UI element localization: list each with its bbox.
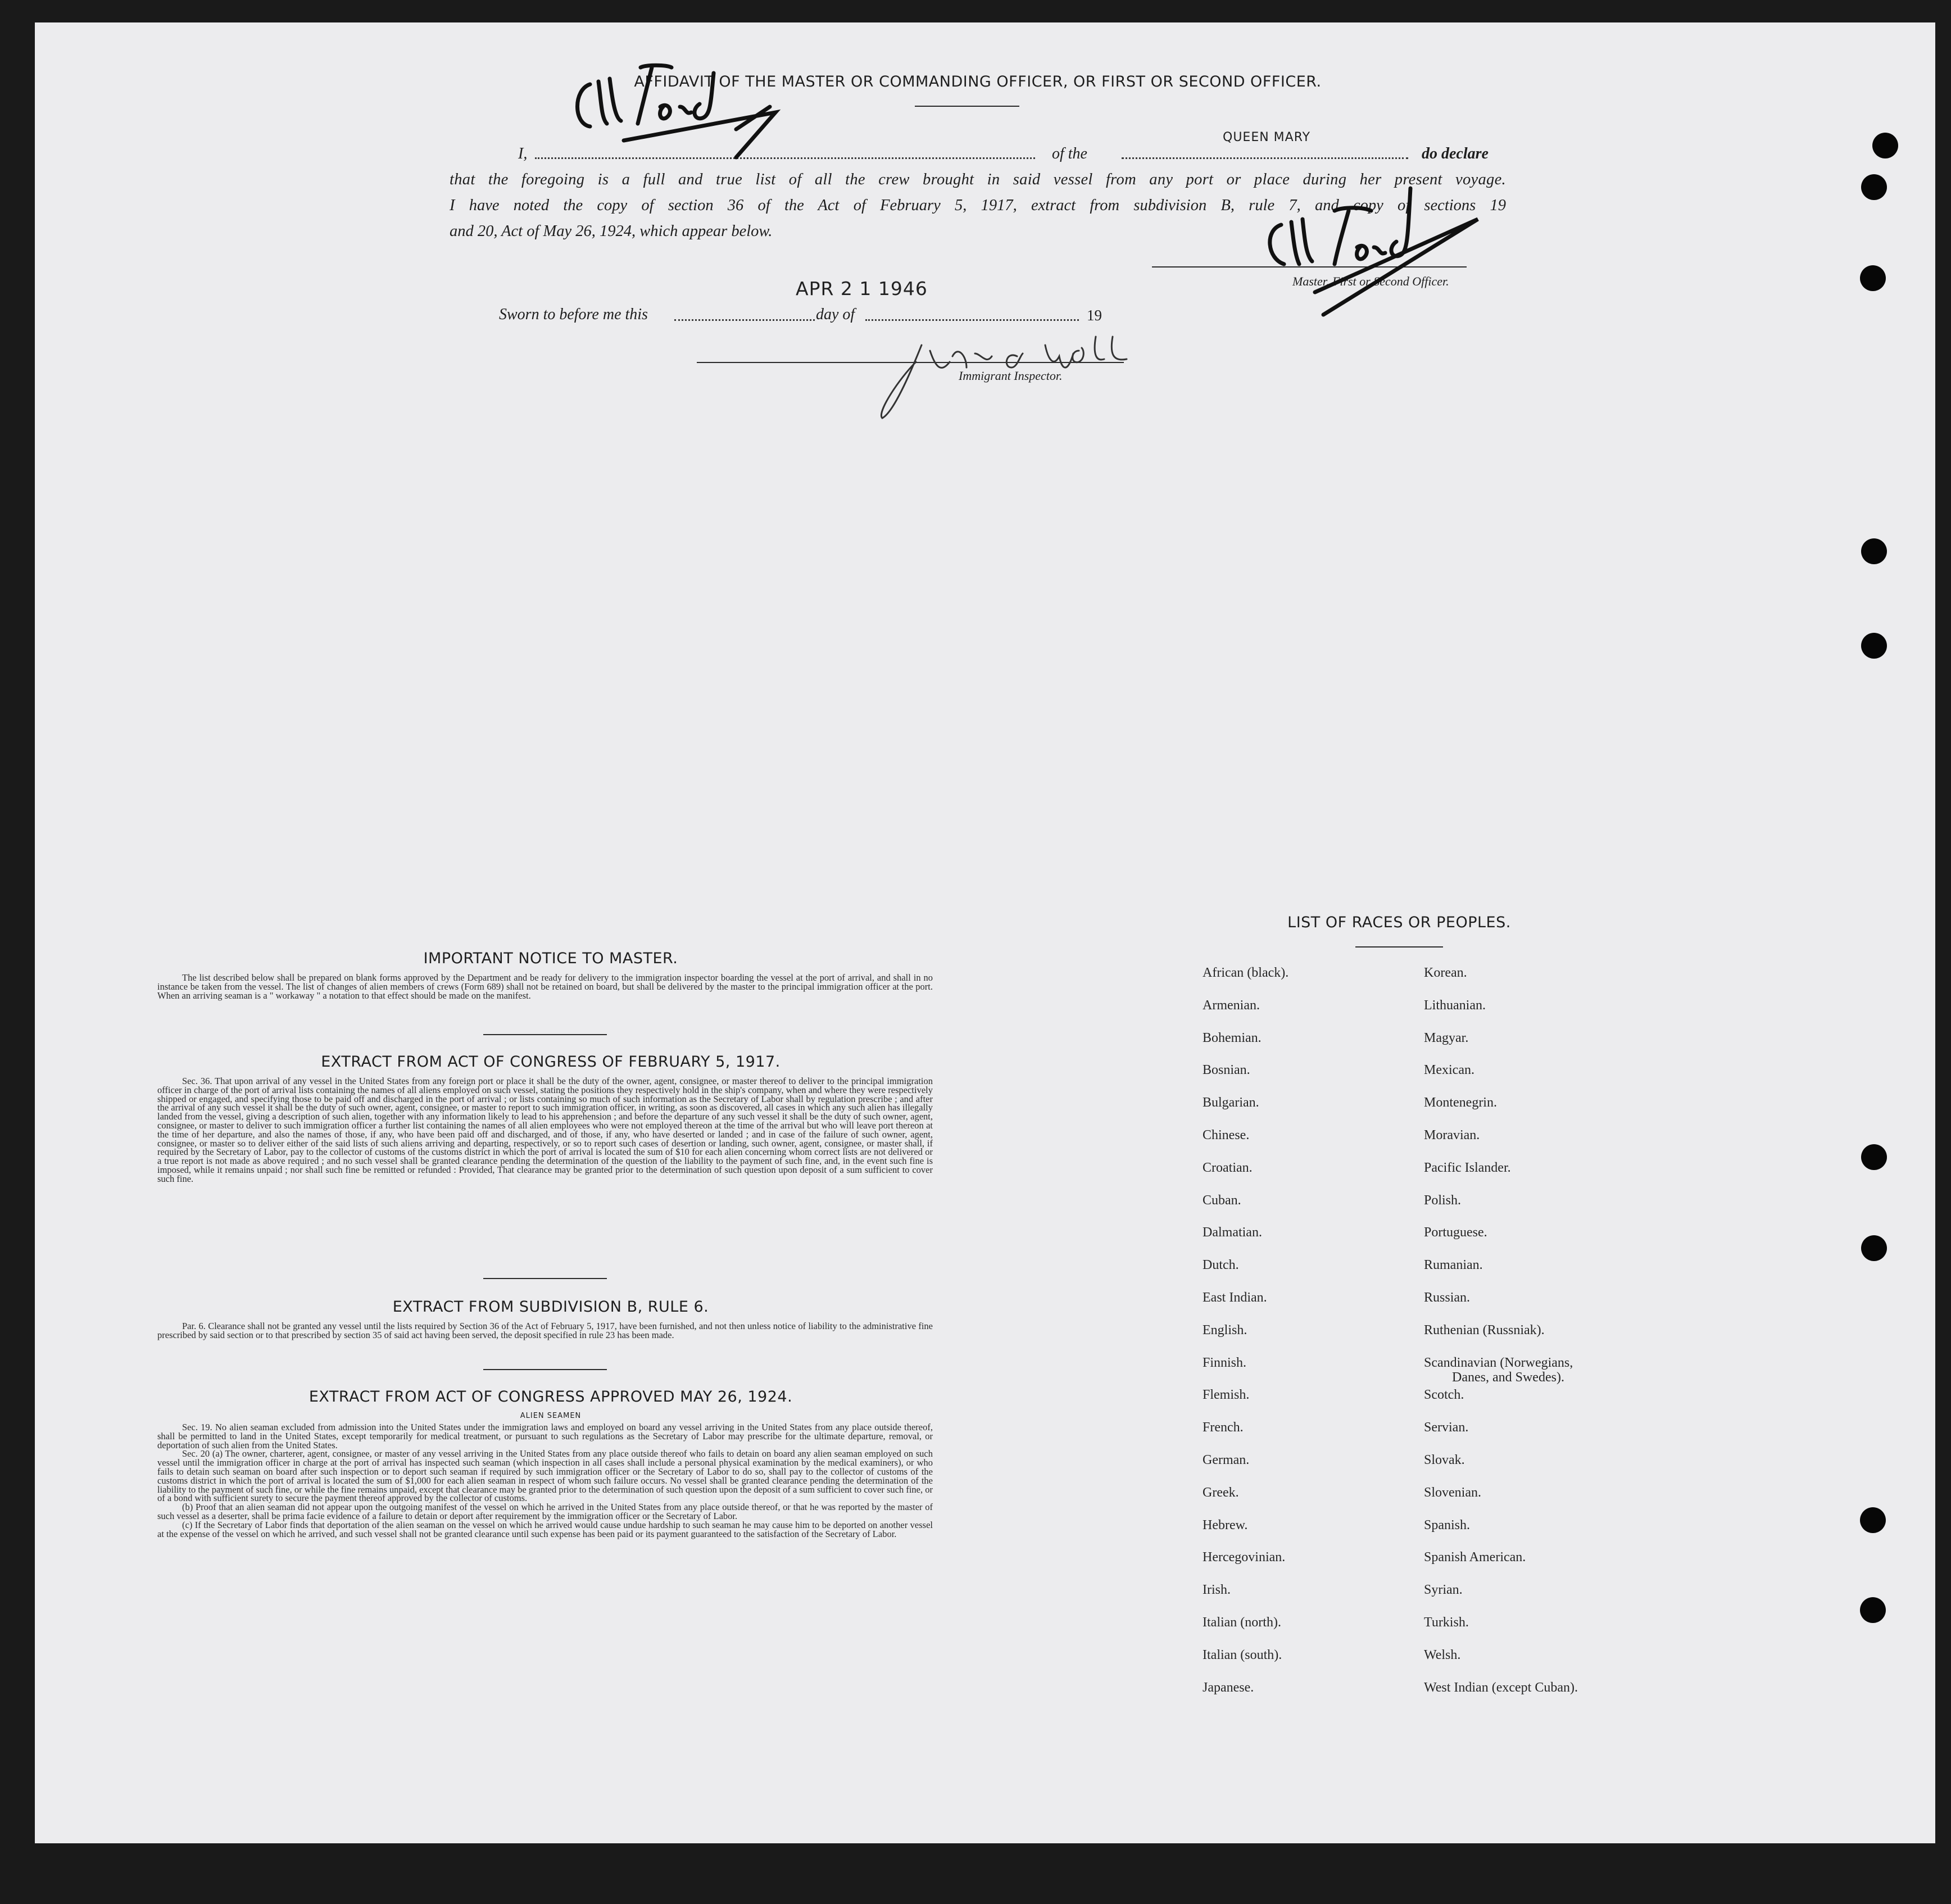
of-the-label: of the: [1052, 145, 1087, 162]
race-item: Italian (north).: [1203, 1615, 1281, 1630]
race-item: Chinese.: [1203, 1128, 1250, 1143]
divider: [483, 1278, 607, 1279]
extract-1924-paragraph: (c) If the Secretary of Labor finds that deportation of the alien seaman on the vessel on which he arrived would cause undue hardship to such seaman he may cause him to be deported on another vessel at the expense of the vessel on which he arrived, and such vessel shall not be granted clearance until such expense has been paid or its payment guaranteed to the satisfaction of the Secretary of Labor.: [157, 1519, 933, 1539]
declare-label: do declare: [1422, 145, 1489, 162]
date-stamp: APR 2 1 1946: [796, 278, 928, 300]
extract-1917-text: [157, 1077, 933, 1184]
race-item: Slovak.: [1424, 1453, 1465, 1467]
master-signature-top: [568, 51, 804, 163]
race-item: Russian.: [1424, 1290, 1471, 1305]
race-item: Irish.: [1203, 1583, 1231, 1598]
punch-hole: [1860, 1507, 1886, 1533]
race-item: Cuban.: [1203, 1193, 1241, 1208]
race-item: Croatian.: [1203, 1160, 1253, 1175]
extract-1924-paragraph: Sec. 20 (a) The owner, charterer, agent, consignee, or master of any vessel arriving in the United States from any place outside thereof who fails to detain on board any alien seaman employed on such vessel until the immigration officer in charge at the port of arrival has inspected such seaman (which inspection in all cases shall include a personal physical examination by the medical examiners), or who fails to detain such seaman on board after such inspection or to deport such seaman if required by such immigration officer or the Secretary of Labor to do so, shall pay to the collector of customs of the customs district in which the port of arrival is located the sum of $1,000 for each alien seaman in respect of whom such failure occurs. No vessel shall be granted clearance pending the determination of the liability to the payment of such fine, or while the fine remains unpaid, except that clearance may be granted prior to the determination of such question upon the deposit of a sum sufficient to cover such fine, or of a bond with sufficient surety to secure the payment thereof approved by the collector of customs.: [157, 1448, 933, 1504]
document-page: [35, 22, 1935, 1843]
sworn-label: Sworn to before me this: [499, 306, 648, 323]
extract-1924-subheading: ALIEN SEAMEN: [520, 1412, 582, 1420]
notice-heading: IMPORTANT NOTICE TO MASTER.: [423, 950, 678, 967]
race-item: Montenegrin.: [1424, 1095, 1497, 1110]
affidavit-line-1: that the foregoing is a full and true list of all the crew brought in said vessel from any port or place during her present voyage.: [450, 171, 1506, 188]
extract-1917-paragraph: Sec. 36. That upon arrival of any vessel in the United States from any foreign port or place it shall be the duty of the owner, agent, consignee, or master thereof to deliver to the principal immigration officer in charge of the port of arrival lists containing the names of all aliens employed on such vessel, stating the positions they respectively hold in the ship's company, when and where they were respectively shipped or engaged, and specifying those to be paid off and discharged in the port of arrival ; or lists containing so much of such information as the Secretary of Labor shall by regulation prescribe ; and after the arrival of any such vessel it shall be the duty of such owner, agent, consignee, or master to report to such immigration officer, in writing, as soon as discovered, all cases in which any such alien has illegally landed from the vessel, giving a description of such alien, together with any information likely to lead to his apprehension ; and before the departure of any such vessel it shall be the duty of such owner, agent, consignee, or master to deliver to such immigration officer a further list containing the names of all alien employees who were not employed thereon at the time of the arrival but who will leave port thereon at the time of her departure, and also the names of those, if any, who have been paid off and discharged, and of those, if any, who have deserted or landed ; and in case of the failure of such owner, agent, consignee, or master so to deliver either of the said lists of such aliens arriving and departing, respectively, or so to report such cases of desertion or landing, such owner, agent, consignee, or master shall, if required by the Secretary of Labor, pay to the collector of customs of the customs district in which the port of arrival is located the sum of $10 for each alien concerning whom correct lists are not delivered or a true report is not made as above required ; and no such vessel shall be granted clearance pending the determination of the question of the liability to the payment of such fine, and, in the event such fine is imposed, while it remains unpaid ; nor shall such fine be remitted or refunded : Provided, That clearance may be granted prior to the determination of such question upon deposit of a sum sufficient to cover such fine.: [157, 1076, 933, 1184]
race-item: Pacific Islander.: [1424, 1160, 1511, 1175]
master-signature-bottom: [1264, 157, 1506, 326]
affidavit-line-3: and 20, Act of May 26, 1924, which appear below.: [450, 223, 773, 240]
race-item: Armenian.: [1203, 998, 1260, 1013]
race-item: Rumanian.: [1424, 1258, 1483, 1273]
notice-text: [157, 973, 933, 1000]
race-item: Italian (south).: [1203, 1647, 1282, 1662]
extract-1924-heading: EXTRACT FROM ACT OF CONGRESS APPROVED MAY 26, 1924.: [308, 1388, 793, 1406]
race-item: English.: [1203, 1322, 1247, 1338]
race-item: Greek.: [1203, 1485, 1239, 1500]
race-item: Polish.: [1424, 1193, 1462, 1208]
affiant-label: I,: [518, 145, 528, 162]
sworn-day-line: [674, 319, 815, 321]
race-item: Portuguese.: [1424, 1225, 1487, 1240]
race-item: Servian.: [1424, 1420, 1469, 1435]
punch-hole: [1861, 538, 1887, 564]
race-item: Hercegovinian.: [1203, 1550, 1286, 1565]
race-item-continuation: Danes, and Swedes).: [1452, 1370, 1564, 1385]
race-item: Spanish American.: [1424, 1550, 1526, 1565]
extract-1917-heading: EXTRACT FROM ACT OF CONGRESS OF FEBRUARY 5, 1917.: [321, 1053, 781, 1071]
race-item: Flemish.: [1203, 1388, 1250, 1403]
race-item: Dalmatian.: [1203, 1225, 1262, 1240]
race-item: German.: [1203, 1453, 1250, 1467]
punch-hole: [1861, 174, 1887, 200]
races-underline: [1355, 946, 1443, 948]
race-item: West Indian (except Cuban).: [1424, 1680, 1578, 1695]
inspector-signature: [877, 328, 1146, 429]
race-item: Ruthenian (Russniak).: [1424, 1322, 1545, 1338]
race-item: Turkish.: [1424, 1615, 1469, 1630]
year-prefix: 19: [1087, 307, 1102, 324]
day-of-label: day of: [816, 306, 855, 323]
affidavit-line-2: I have noted the copy of section 36 of the Act of February 5, 1917, extract from subdivision B, rule 7, and copy of sections 19: [450, 197, 1506, 214]
race-item: Scandinavian (Norwegians,: [1424, 1355, 1573, 1370]
race-item: Korean.: [1424, 965, 1467, 980]
race-item: Slovenian.: [1424, 1485, 1481, 1500]
race-item: Magyar.: [1424, 1030, 1469, 1045]
race-item: Dutch.: [1203, 1258, 1239, 1273]
extract-1924-paragraph: Sec. 19. No alien seaman excluded from admission into the United States under the immigration laws and employed on board any vessel arriving in the United States from any place outside thereof, shall be permitted to land in the United States, except temporarily for medical treatment, or pursuant to such regulations as the Secretary of Labor may prescribe for the ultimate departure, removal, or deportation of such alien from the United States.: [157, 1422, 933, 1450]
race-item: Welsh.: [1424, 1647, 1461, 1662]
subdivision-b-text: [157, 1322, 933, 1340]
title-underline: [915, 106, 1019, 107]
punch-hole: [1860, 265, 1886, 291]
race-item: Syrian.: [1424, 1583, 1463, 1598]
extract-1924-text: [157, 1423, 933, 1538]
sworn-month-line: [865, 319, 1079, 321]
notice-paragraph: The list described below shall be prepared on blank forms approved by the Department and be ready for delivery to the immigration inspector boarding the vessel at the port of arrival, and shall in no instance be taken from the vessel. The list of changes of alien members of crews (Form 689) shall not be retained on board, but shall be delivered by the master to the principal immigration officer at the port. When an arriving seaman is a " workaway " a notation to that effect should be made on the manifest.: [157, 972, 933, 1001]
extract-1924-paragraph: (b) Proof that an alien seaman did not appear upon the outgoing manifest of the vessel on which he arrived in the United States from any place outside thereof, or that he was reported by the master of such vessel as a deserter, shall be prima facie evidence of a failure to detain or deport after requirement by the immigration officer or the Secretary of Labor.: [157, 1502, 933, 1521]
affidavit-title: AFFIDAVIT OF THE MASTER OR COMMANDING OFFICER, OR FIRST OR SECOND OFFICER.: [634, 73, 1322, 90]
punch-hole: [1860, 1597, 1886, 1623]
race-item: Scotch.: [1424, 1388, 1464, 1403]
divider: [483, 1369, 607, 1370]
race-item: Bohemian.: [1203, 1030, 1262, 1045]
race-item: French.: [1203, 1420, 1244, 1435]
race-item: Spanish.: [1424, 1517, 1471, 1533]
subdivision-b-paragraph: Par. 6. Clearance shall not be granted any vessel until the lists required by Section 36 of the Act of February 5, 1917, have been furnished, and not then unless notice of liability to the administrative fine prescribed by said section or to that prescribed by section 35 of said act having been served, the deposit specified in rule 23 has been made.: [157, 1321, 933, 1340]
punch-hole: [1872, 133, 1898, 158]
punch-hole: [1861, 633, 1887, 659]
punch-hole: [1861, 1235, 1887, 1261]
race-item: Finnish.: [1203, 1355, 1247, 1370]
race-item: Mexican.: [1424, 1063, 1474, 1078]
race-item: Bosnian.: [1203, 1063, 1250, 1078]
subdivision-b-heading: EXTRACT FROM SUBDIVISION B, RULE 6.: [392, 1298, 709, 1316]
races-heading: LIST OF RACES OR PEOPLES.: [1287, 914, 1511, 931]
punch-hole: [1861, 1144, 1887, 1170]
vessel-name: QUEEN MARY: [1223, 130, 1311, 144]
race-item: Hebrew.: [1203, 1517, 1248, 1533]
race-item: Japanese.: [1203, 1680, 1254, 1695]
race-item: East Indian.: [1203, 1290, 1267, 1305]
master-caption: Master, First or Second Officer.: [1292, 274, 1449, 288]
divider: [483, 1034, 607, 1035]
race-item: Bulgarian.: [1203, 1095, 1259, 1110]
race-item: Lithuanian.: [1424, 998, 1486, 1013]
inspector-caption: Immigrant Inspector.: [959, 369, 1063, 383]
race-item: Moravian.: [1424, 1128, 1480, 1143]
race-item: African (black).: [1203, 965, 1289, 980]
